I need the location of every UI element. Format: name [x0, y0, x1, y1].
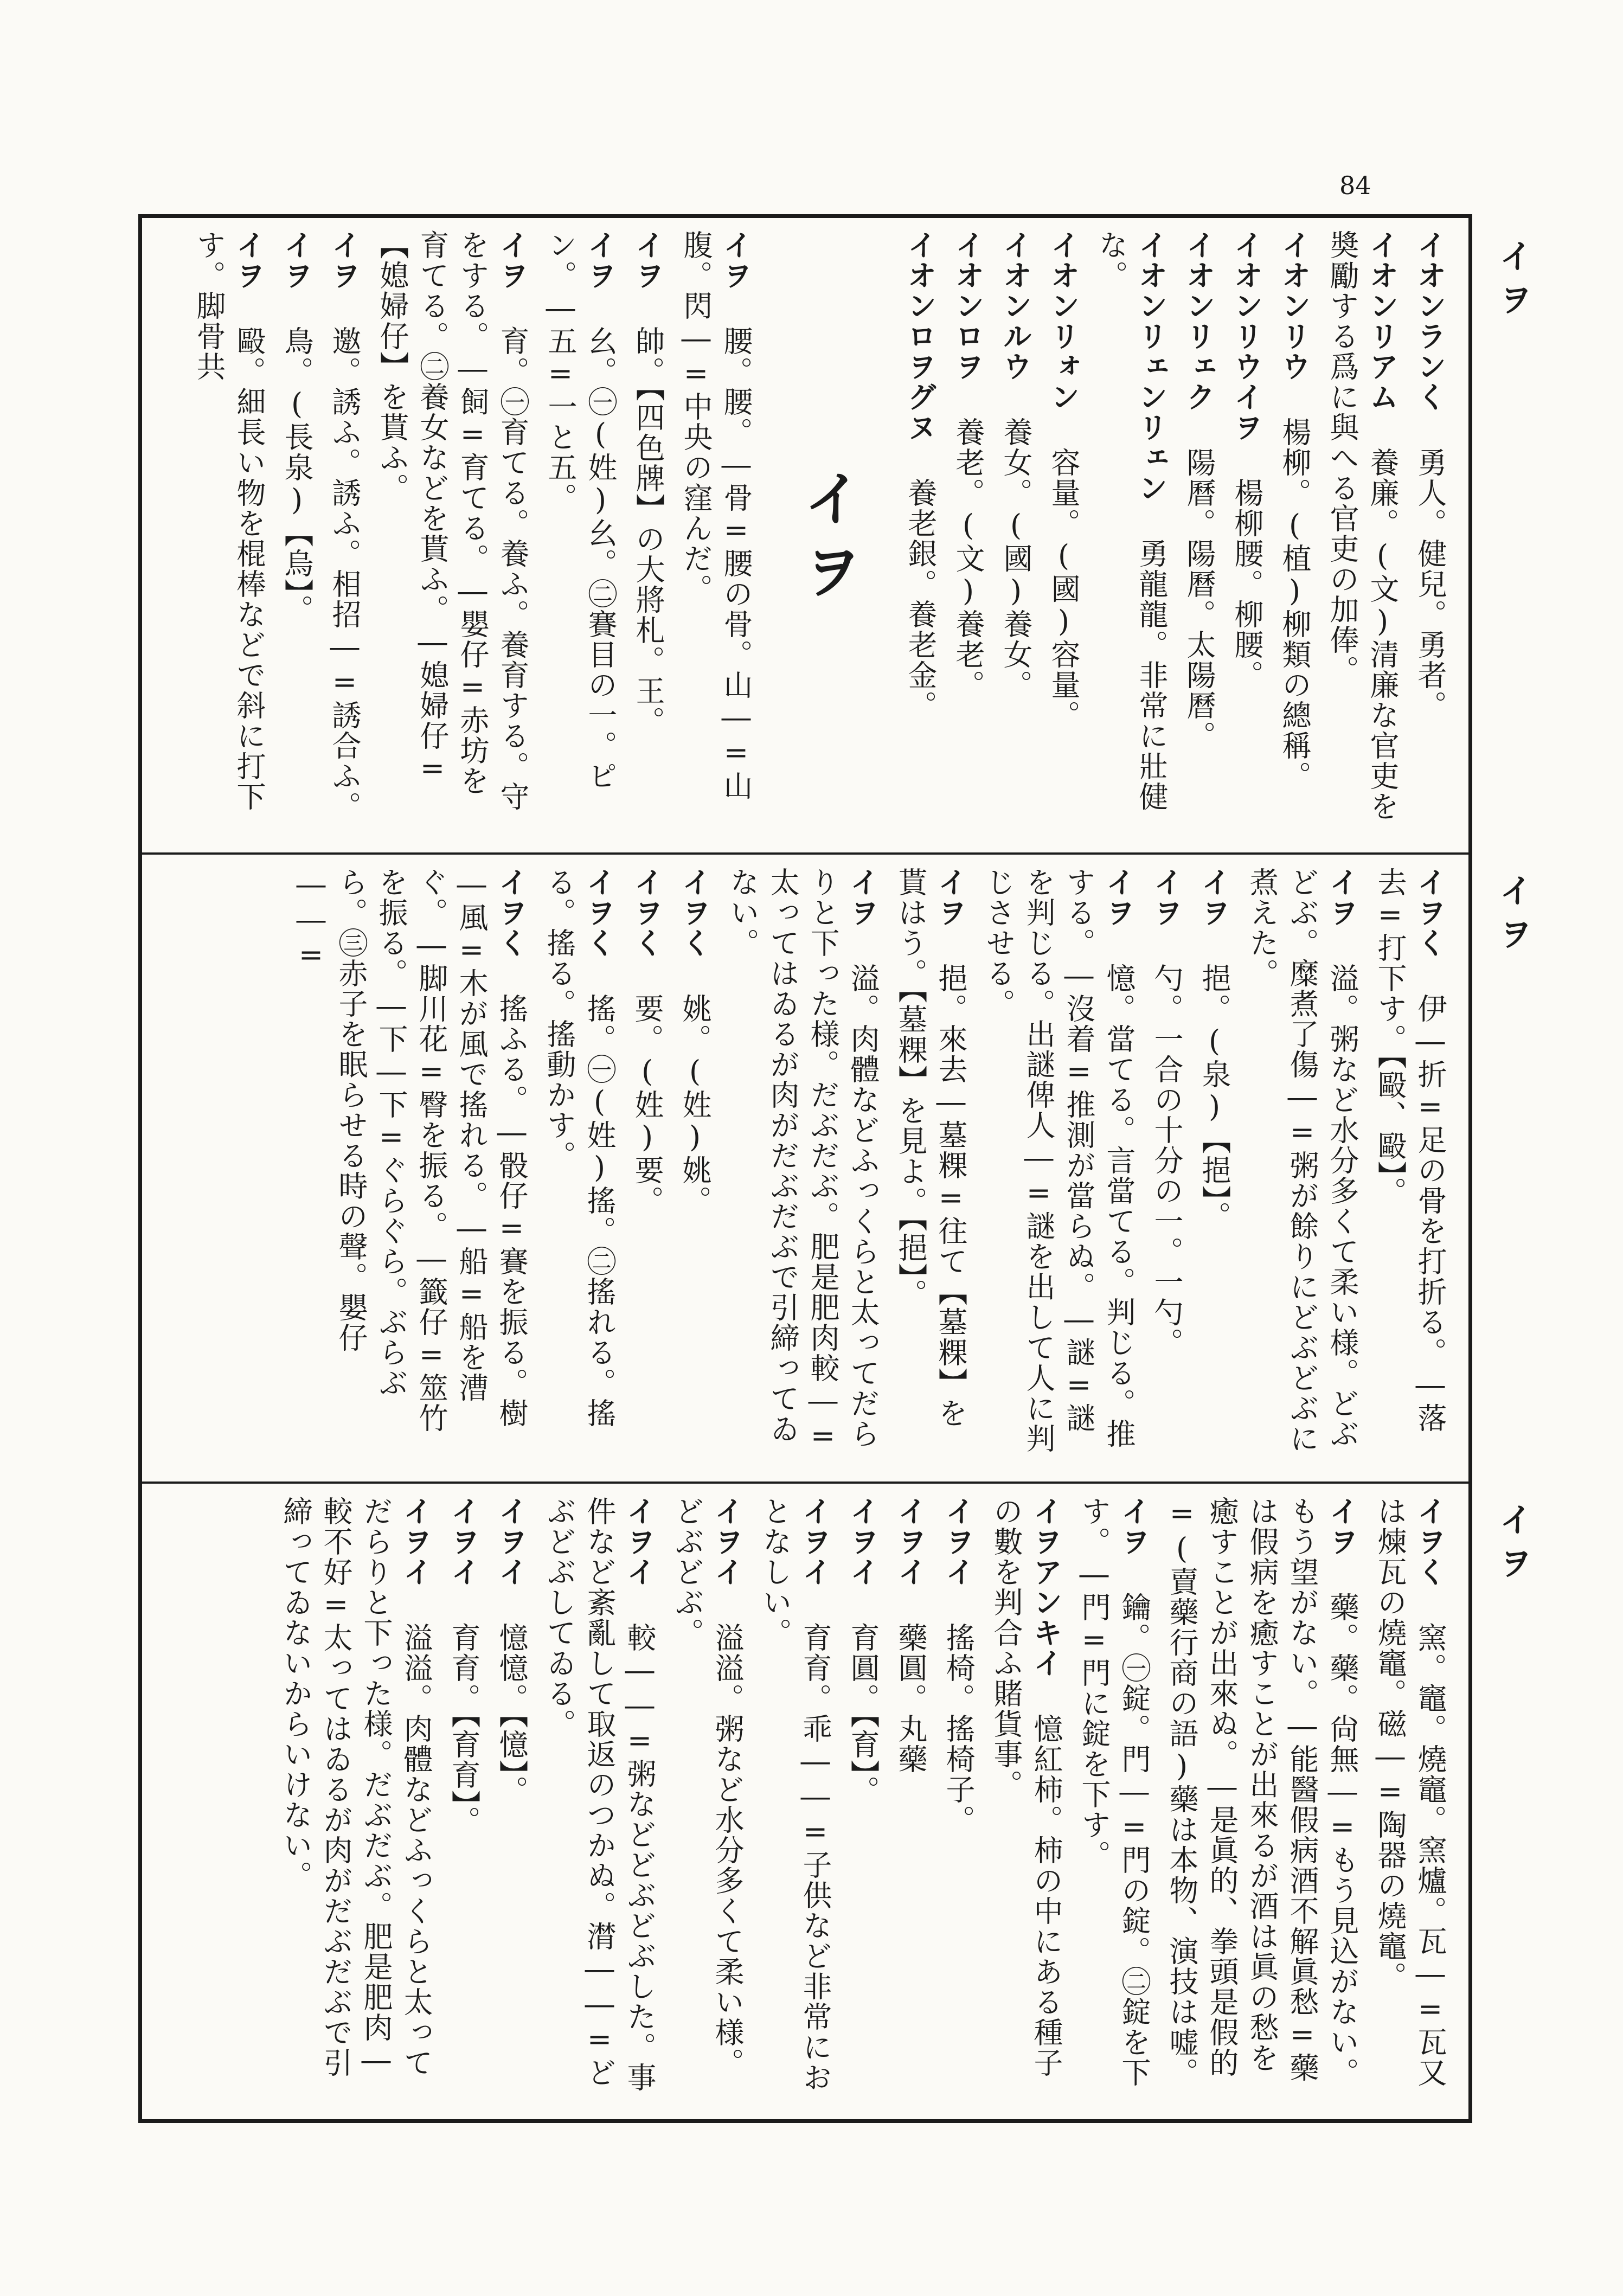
entry-headword: イヲく — [630, 867, 664, 958]
entry-list — [275, 1484, 1450, 2119]
dictionary-entry — [1146, 867, 1186, 1454]
side-label-top: イヲ — [1493, 239, 1533, 325]
dictionary-entry — [539, 867, 619, 1454]
entry-definition: 勇人。健兒。勇者。 — [1413, 447, 1447, 721]
entry-definition: 較――=粥などどぶどぶした。事件など紊亂して取返のつかぬ。潸――=どぶどぶしてゐる。 — [542, 1496, 657, 2093]
dictionary-entry — [1043, 230, 1083, 825]
entry-headword: イヲ — [1325, 867, 1359, 928]
entry-definition: 勇龍龍。非常に壯健な。 — [1094, 230, 1169, 812]
entry-definition: 腰。腰。―骨=腰の骨。山―=山腹。閃―=中央の窪んだ。 — [679, 230, 753, 801]
band-middle — [142, 855, 1468, 1479]
entry-headword: イヲアンキイ — [1029, 1496, 1063, 1678]
dictionary-entry — [189, 230, 269, 825]
entry-definition: 憶紅柿。柿の中にある種子の數を判合ふ賭貨事。 — [989, 1496, 1063, 2078]
entry-definition: 楊柳腰。柳腰。 — [1230, 478, 1264, 690]
side-label-bottom: イヲ — [1493, 1502, 1533, 1589]
dictionary-entry — [1179, 230, 1219, 825]
entry-headword: イオンロヲ — [951, 230, 985, 382]
dictionary-entry — [755, 1496, 835, 2094]
entry-definition: 要。(姓)要。 — [630, 993, 664, 1216]
dictionary-entry — [1162, 1496, 1362, 2094]
entry-definition: 養老。(文)養老。 — [951, 417, 985, 700]
band-divider — [142, 1482, 1468, 1484]
section-heading: イヲ — [793, 467, 863, 613]
entry-definition: 搖ふる。―骰仔=賽を振る。樹―風=木が風で搖れる。―船=船を漕ぐ。―脚川花=臀を振る。―籤仔=筮竹を振る。―下―下=ぐらぐら。ぶらぶら。㊂赤子を眠らせる時の聲。嬰仔――= — [294, 867, 529, 1433]
dictionary-entry — [1410, 230, 1450, 825]
entry-headword: イヲ — [1197, 867, 1231, 928]
entry-headword: イヲ — [933, 867, 968, 928]
dictionary-entry — [890, 1496, 931, 2094]
dictionary-entry — [722, 867, 883, 1454]
dictionary-entry — [1274, 230, 1314, 825]
dictionary-entry — [627, 867, 667, 1454]
dictionary-entry — [628, 230, 668, 825]
entry-definition: 溢溢。肉體などふっくらと太ってだらりと下った様。だぶだぶ。肥是肥肉―較不好=太ってはゐるが肉がだぶだぶで引締ってゐないからいけない。 — [279, 1496, 433, 2078]
entry-definition: 搖。㊀(姓)搖。㊁搖れる。搖る。搖る。搖動かす。 — [542, 867, 617, 1428]
entry-definition: 藥。藥。尙無―=もう見込がない。もう望がない。―能醫假病酒不解眞愁=藥は假病を癒すことが出來るが酒は眞の愁を癒すことが出來ぬ。―是眞的、拳頭是假的=(賣藥行商の語)藥は本物、演技は嘘。 — [1165, 1496, 1359, 2088]
dictionary-entry — [1370, 1496, 1450, 2094]
dictionary-entry — [324, 230, 364, 825]
band-divider — [142, 852, 1468, 855]
entry-headword: イヲイ — [446, 1496, 481, 1587]
entry-definition: 憶。當てる。言當てる。判じる。推する。―沒着=推測が當らぬ。―謎=謎を判じる。出謎俾人―=謎を出して人に判じさせる。 — [982, 867, 1136, 1454]
entry-definition: 養老銀。養老金。 — [903, 478, 938, 721]
entry-definition: 勺。一合の十分の一。一勺。 — [1150, 963, 1184, 1358]
entry-headword: イヲく — [582, 867, 617, 958]
entry-headword: イオンリェンリェン — [1134, 230, 1169, 503]
entry-headword: イオンリォン — [1046, 230, 1081, 412]
dictionary-entry — [291, 867, 531, 1454]
entry-headword: イヲ — [1101, 867, 1136, 928]
entry-headword: イヲイ — [845, 1496, 880, 1587]
entry-definition: 育育。【育育】。 — [447, 1622, 481, 1836]
entry-headword: イオンリウイヲ — [1229, 230, 1264, 442]
entry-headword: イヲ — [1117, 1496, 1151, 1557]
entry-definition: 挹。來去―墓粿=往て【墓粿】を貰はう。【墓粿】を見よ。【挹】。 — [894, 867, 968, 1428]
dictionary-entry — [843, 1496, 883, 2094]
entry-definition: 鑰。㊀錠。門―=門の錠。㊁錠を下す。―門=門に錠を下す。 — [1077, 1496, 1151, 2088]
dictionary-entry — [675, 867, 715, 1454]
entry-definition: 溢。粥など水分多くて柔い様。どぶどぶ。糜煮了傷―=粥が餘りにどぶどぶに煮えた。 — [1245, 867, 1359, 1454]
dictionary-entry — [978, 867, 1139, 1454]
page-number: 84 — [1339, 171, 1371, 200]
entry-definition: 楊柳。(植)柳類の總稱。 — [1278, 417, 1312, 791]
dictionary-entry — [1227, 230, 1267, 825]
entry-headword: イオンロヲグヌ — [903, 230, 938, 442]
entry-definition: 伊―折=足の骨を打折る。―落去=打下す。【毆、毆】。 — [1373, 867, 1447, 1433]
entry-headword: イヲイ — [798, 1496, 832, 1587]
entry-definition: 搖椅。搖椅子。 — [941, 1622, 976, 1835]
entry-headword: イヲく — [1413, 1496, 1447, 1587]
entry-headword: イヲイ — [494, 1496, 529, 1587]
entry-headword: イオンリアム — [1365, 230, 1400, 412]
dictionary-entry — [938, 1496, 978, 2094]
dictionary-entry — [540, 230, 620, 825]
entry-headword: イヲ — [845, 867, 880, 928]
entry-headword: イオンリェク — [1182, 230, 1216, 412]
entry-headword: イオンリウ — [1277, 230, 1312, 382]
entry-headword: イヲ — [583, 230, 618, 291]
entry-headword: イヲ — [232, 230, 266, 291]
entry-headword: イヲ — [631, 230, 665, 291]
entry-headword: イヲ — [327, 230, 362, 291]
entry-definition: 憶憶。【憶】。 — [495, 1622, 529, 1806]
entry-headword: イヲく — [677, 867, 712, 958]
dictionary-entry — [1242, 867, 1362, 1454]
dictionary-entry — [277, 230, 317, 825]
dictionary-entry — [1194, 867, 1234, 1454]
dictionary-entry — [1370, 867, 1450, 1454]
entry-headword: イヲイ — [710, 1496, 745, 1587]
dictionary-entry — [372, 230, 533, 825]
entry-definition: 鳥。(長泉)【烏】。 — [280, 326, 314, 625]
dictionary-entry — [900, 230, 940, 825]
band-bottom — [142, 1484, 1468, 2119]
dictionary-frame — [138, 214, 1472, 2123]
dictionary-entry — [444, 1496, 484, 2094]
entry-definition: 陽曆。陽曆。太陽曆。 — [1182, 447, 1216, 751]
entry-definition: 養女。(國)養女。 — [999, 417, 1033, 700]
dictionary-entry — [491, 1496, 531, 2094]
entry-definition: 育。㊀育てる。養ふ。養育する。守をする。―飼=育てる。―嬰仔=赤坊を育てる。㊁養女などを貰ふ。―媳婦仔=【媳婦仔】を貰ふ。 — [375, 230, 530, 812]
entry-headword: イヲイ — [941, 1496, 976, 1587]
entry-headword: イヲ — [1325, 1496, 1359, 1557]
side-label-middle: イヲ — [1493, 873, 1533, 960]
dictionary-entry — [890, 867, 971, 1454]
entry-headword: イヲ — [719, 230, 753, 291]
entry-headword: イヲく — [1413, 867, 1447, 958]
entry-definition: 藥圓。丸藥 — [894, 1622, 928, 1774]
dictionary-entry — [986, 1496, 1066, 2094]
entry-headword: イヲく — [494, 867, 529, 958]
entry-definition: 容量。(國)容量。 — [1047, 447, 1081, 730]
entry-definition: 育圓。【育】。 — [846, 1622, 880, 1806]
entry-list — [291, 855, 1450, 1479]
entry-definition: 養廉。(文)清廉な官吏を奬勵する爲に與へる官吏の加俸。 — [1325, 230, 1400, 822]
band-top — [142, 218, 1468, 850]
dictionary-entry — [539, 1496, 659, 2094]
dictionary-entry — [996, 230, 1036, 825]
dictionary-entry — [1322, 230, 1402, 825]
dictionary-entry — [1074, 1496, 1154, 2094]
dictionary-entry — [1091, 230, 1171, 825]
entry-definition: 幺。㊀(姓)幺。㊁賽目の一。ピン。―五=一と五。 — [543, 230, 618, 791]
entry-definition: 帥。【四色牌】の大將札。王。 — [631, 326, 665, 736]
entry-headword: イヲ — [495, 230, 530, 291]
entry-definition: 姚。(姓)姚。 — [678, 993, 712, 1216]
entry-list — [189, 218, 1450, 850]
entry-definition: 毆。細長い物を棍棒などで斜に打下す。脚骨共 — [192, 230, 266, 812]
entry-definition: 育育。乖――=子供など非常におとなしい。 — [758, 1496, 832, 2093]
entry-headword: イヲ — [279, 230, 314, 291]
entry-definition: 挹。(泉)【挹】。 — [1197, 963, 1231, 1232]
entry-headword: イヲイ — [893, 1496, 928, 1587]
entry-headword: イヲイ — [399, 1496, 433, 1587]
entry-definition: 窯。竈。燒竈。窯爐。瓦―=瓦又は煉瓦の燒竈。磁―=陶器の燒竈。 — [1373, 1496, 1447, 2088]
entry-headword: イヲイ — [622, 1496, 657, 1587]
entry-headword: イオンランく — [1413, 230, 1447, 412]
entry-definition: 溢溢。粥など水分多くて柔い様。どぶどぶ。 — [670, 1496, 745, 2078]
entry-definition: 溢。肉體などふっくらと太ってだらりと下った様。だぶだぶ。肥是肥肉較―=太ってはゐるが肉がだぶだぶで引締ってゐない。 — [726, 867, 880, 1454]
dictionary-entry — [667, 1496, 747, 2094]
dictionary-entry — [948, 230, 988, 825]
entry-definition: 邀。誘ふ。誘ふ。相招―=誘合ふ。 — [328, 326, 362, 822]
dictionary-entry — [676, 230, 756, 825]
entry-headword: イヲ — [1149, 867, 1184, 928]
entry-headword: イオンルウ — [998, 230, 1033, 382]
dictionary-entry — [275, 1496, 436, 2094]
